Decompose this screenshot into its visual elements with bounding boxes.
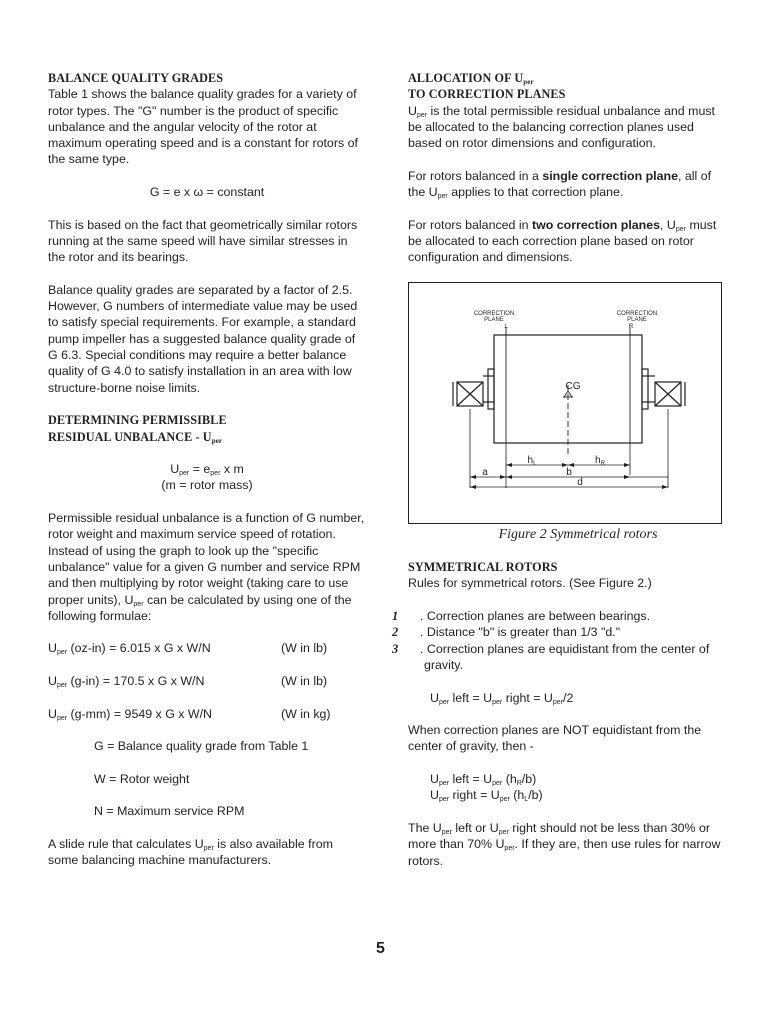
similar-rotors-paragraph: This is based on the fact that geometrically similar rotors running at the same speed will have similar stresses in the rotor and its bearings. — [48, 217, 358, 265]
determining-heading-line2: RESIDUAL UNBALANCE - $U_{per}$ — [48, 429, 223, 445]
grades-factor-paragraph: Balance quality grades are separated by a factor of 2.5. However, G numbers of intermediate value may be used to satisfy special requirements. For example, a standard pump impeller has a suggested balance quality grade of G 6.3. Special conditions may require a better balance quality of G 4.0 to satisfy installation in an area with low structure-borne noise limits. — [48, 282, 358, 395]
two-planes-paragraph: For rotors balanced in two correction planes, $U_{per}$ must be allocated to each correction plane based on rotor configuration and dimensions. — [408, 217, 717, 265]
definition-g: G = Balance quality grade from Table 1 — [94, 739, 309, 754]
symmetrical-intro: Rules for symmetrical rotors. (See Figure 2.) — [408, 576, 652, 591]
label-right-correction: CORRECTION — [616, 310, 658, 317]
page-number: 5 — [376, 940, 385, 957]
not-equidistant-paragraph: When correction planes are NOT equidistant from the center of gravity, then - — [408, 723, 702, 754]
symmetrical-rotors-heading: SYMMETRICAL ROTORS — [408, 560, 558, 575]
uper-equation: $U_{per} = e_{per}$ x m — [170, 462, 244, 478]
single-plane-paragraph: For rotors balanced in a single correction plane, all of the $U_{per}$ applies to that correction plane. — [408, 168, 712, 201]
rule-2: 2 . Distance "b" is greater than 1/3 "d." — [392, 625, 621, 640]
definition-w: W = Rotor weight — [94, 771, 190, 786]
label-right-plane: PLANE — [627, 316, 647, 323]
formula-g-in: $U_{per}$ (g-in) = 170.5 x G x W/N (W in lb) — [48, 673, 328, 689]
formula-g-mm: $U_{per}$ (g-mm) = 9549 x G x W/N (W in kg) — [48, 706, 331, 722]
formula-oz-in: $U_{per}$ (oz-in) = 6.015 x G x W/N (W in lb) — [48, 641, 328, 657]
label-left-plane: PLANE — [484, 316, 504, 323]
label-b: b — [566, 466, 572, 478]
left-allocation-equation: $U_{per}$ left = $U_{per}$ $(h_R/b)$ — [430, 772, 537, 788]
balance-quality-heading: BALANCE QUALITY GRADES — [48, 71, 224, 85]
right-column — [392, 70, 724, 869]
slide-rule-paragraph: A slide rule that calculates $U_{per}$ is also available from some balancing machine manufacturers. — [48, 836, 333, 868]
label-left-correction: CORRECTION — [473, 310, 515, 317]
rotor-diagram — [409, 283, 720, 522]
allocation-heading-line2: TO CORRECTION PLANES — [408, 87, 566, 102]
rotor-mass-note: (m = rotor mass) — [161, 478, 253, 493]
allocation-heading-line1: ALLOCATION OF $U_{per}$ — [408, 71, 534, 86]
right-allocation-equation: $U_{per}$ right = $U_{per}$ $(h_L/b)$ — [430, 788, 543, 804]
label-a: a — [482, 466, 488, 478]
label-right-r: R — [628, 323, 634, 330]
total-unbalance-paragraph: $U_{per}$ is the total permissible residual unbalance and must be allocated to the balancing correction planes used based on rotor dimensions and configuration. — [408, 103, 715, 151]
label-cg: CG — [565, 380, 581, 392]
determining-heading-line1: DETERMINING PERMISSIBLE — [48, 413, 227, 428]
balance-quality-paragraph: Table 1 shows the balance quality grades for a variety of rotor types. The "G" number is the product of specific unbalance and the angular velocity of the rotor at maximum operating speed and is a constant for rotors of the same type. — [48, 87, 358, 167]
definition-n: N = Maximum service RPM — [94, 804, 245, 819]
label-hl: $h_L$ — [527, 454, 537, 467]
symmetrical-rotor-figure — [408, 282, 722, 524]
label-left-l: L — [504, 323, 508, 330]
label-hr: $h_R$ — [595, 454, 605, 467]
left-column — [48, 70, 366, 869]
rule-3: 3 . Correction planes are equidistant from the center of gravity. — [392, 641, 710, 672]
g-equation: G = e x ω = constant — [149, 185, 265, 200]
allocation-limits-paragraph: The $U_{per}$ left or $U_{per}$ right should not be less than 30% or more than 70% $U_{per}$. If they are, then use rules for narrow rotors. — [408, 820, 721, 868]
rule-1: 1 . Correction planes are between bearings. — [392, 609, 651, 624]
label-d: d — [577, 476, 583, 488]
permissible-unbalance-paragraph: Permissible residual unbalance is a function of G number, rotor weight and maximum service speed of rotation. Instead of using the graph to look up the "specific unbalance" value for a given G number and service RPM and then multiplying by rotor weight (taking care to use proper units), $U_{per}$ can be calculated by using one of the following formulae: — [48, 511, 365, 623]
symmetric-allocation-equation: $U_{per}$ left = $U_{per}$ right = $U_{per}/2$ — [430, 690, 574, 706]
figure-caption: Figure 2 Symmetrical rotors — [498, 526, 658, 542]
